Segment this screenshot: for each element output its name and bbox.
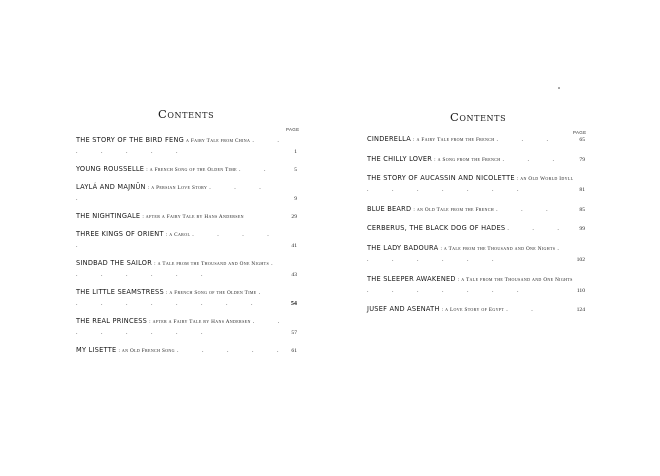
page-column-label: PAGE: [573, 130, 587, 135]
entry-subtitle: : a Tale from the Thousand and One Nights: [457, 276, 573, 283]
table-of-contents: [76, 135, 295, 363]
entry-title: SINDBAD THE SAILOR: [76, 259, 153, 267]
contents-heading: Contents: [158, 107, 215, 121]
toc-entry: [367, 204, 583, 215]
toc-entry: [367, 243, 583, 265]
page-number: 110: [576, 287, 585, 294]
entry-subtitle: : a Fairy Tale from the French: [413, 137, 495, 143]
page-number: 1: [294, 149, 297, 155]
right-page: [330, 0, 660, 476]
entry-title: THE LADY BADOURA: [367, 243, 439, 252]
entry-subtitle: : after a Fairy Tale by Hans Andersen: [142, 214, 244, 220]
leader-dots: . . .: [507, 226, 570, 233]
entry-title: LAYLÁ AND MAJNŪN: [76, 183, 146, 191]
entry-subtitle: : a Love Story of Egypt: [441, 307, 505, 314]
toc-entry: [367, 223, 583, 234]
entry-title: YOUNG ROUSSELLE: [76, 165, 145, 173]
page-number: 5: [294, 167, 297, 173]
entry-subtitle: : an Old French Song: [118, 348, 175, 354]
page-number: 43: [291, 272, 297, 278]
leader-dots: . . .: [496, 137, 560, 143]
toc-entry: [367, 134, 583, 145]
leader-dots: . . . . . . .: [367, 287, 530, 294]
toc-entry: [367, 154, 583, 165]
entry-title: CINDERELLA: [367, 135, 411, 143]
page-number: 102: [576, 256, 585, 263]
entry-subtitle: : a Song from the French: [434, 156, 501, 163]
page-number: 124: [576, 307, 585, 314]
leader-dots: . . . . .: [76, 232, 280, 249]
leader-dots: . . . . . . . . .: [76, 290, 272, 307]
contents-heading: Contents: [450, 110, 507, 124]
leader-dots: . .: [506, 307, 544, 314]
toc-entry: [76, 345, 295, 356]
entry-title: THE NIGHTINGALE: [76, 212, 141, 220]
toc-entry: [76, 135, 295, 157]
leader-dots: . . . . . . .: [367, 245, 570, 263]
entry-subtitle: : a French Song of the Olden Time: [165, 290, 257, 296]
toc-entry: [76, 211, 295, 222]
leader-dots: . . . . . . .: [367, 187, 530, 194]
entry-title: THE SLEEPER AWAKENED: [367, 274, 456, 283]
page-number: 61: [291, 348, 297, 354]
toc-entry: [367, 304, 583, 315]
leader-dots: . . .: [502, 156, 566, 163]
page-number: 79: [579, 156, 585, 163]
entry-subtitle: : a Persian Love Story: [147, 185, 208, 191]
entry-subtitle: : a Tale from the Thousand and One Nights: [440, 245, 556, 252]
page-column-label: PAGE: [286, 127, 300, 132]
entry-subtitle: : an Old Tale from the French: [413, 206, 495, 213]
entry-title: CERBERUS, THE BLACK DOG OF HADES: [367, 224, 506, 233]
toc-entry: [76, 164, 295, 175]
page-number: 85: [579, 206, 585, 213]
toc-entry: [367, 274, 583, 296]
page-number: 65: [579, 137, 585, 143]
entry-title: THE CHILLY LOVER: [367, 154, 433, 163]
page-number: 57: [291, 330, 297, 336]
paper-speck: [558, 87, 560, 89]
entry-title: THE STORY OF THE BIRD FENG: [76, 136, 184, 144]
entry-subtitle: : a Carol: [165, 232, 191, 238]
toc-entry: [76, 258, 295, 280]
entry-title: THREE KINGS OF ORIENT: [76, 230, 164, 238]
page-number: 9: [294, 196, 297, 202]
leader-dots: . . . . .: [176, 348, 290, 354]
entry-title: THE STORY OF AUCASSIN AND NICOLETTE: [367, 174, 515, 183]
entry-title: THE LITTLE SEAMSTRESS: [76, 288, 164, 296]
leader-dots: . . . . . . .: [76, 138, 290, 155]
entry-title: BLUE BEARD: [367, 204, 412, 213]
page-number: 29: [291, 214, 297, 220]
page-number: 41: [291, 243, 297, 249]
entry-subtitle: a Fairy Tale from China: [186, 138, 251, 144]
entry-title: THE REAL PRINCESS: [76, 317, 148, 325]
toc-entry: [76, 316, 295, 338]
entry-subtitle: : a French Song of the Olden Time: [146, 167, 237, 173]
leader-dots: . . . . . . .: [76, 261, 284, 278]
table-of-contents: [367, 134, 583, 324]
entry-subtitle: : an Old World Idyll: [516, 176, 574, 183]
toc-entry: [76, 182, 295, 204]
leader-dots: . . . .: [76, 185, 272, 202]
entry-subtitle: : after a Fairy Tale by Hans Andersen: [149, 319, 251, 325]
leader-dots: . .: [239, 167, 277, 173]
entry-title: JUSEF AND ASENATH: [367, 305, 440, 314]
leader-dots: . . . . . . . .: [76, 319, 291, 336]
entry-subtitle: : a Tale from the Thousand and One Nights: [154, 261, 270, 267]
page-number: 54: [290, 300, 297, 307]
toc-entry: [76, 287, 295, 309]
page-number: 99: [579, 226, 585, 233]
entry-title: MY LISETTE: [76, 346, 117, 354]
leader-dots: . . .: [496, 206, 559, 213]
toc-entry: [367, 173, 583, 195]
toc-entry: [76, 229, 295, 251]
page-number: 81: [579, 187, 585, 194]
